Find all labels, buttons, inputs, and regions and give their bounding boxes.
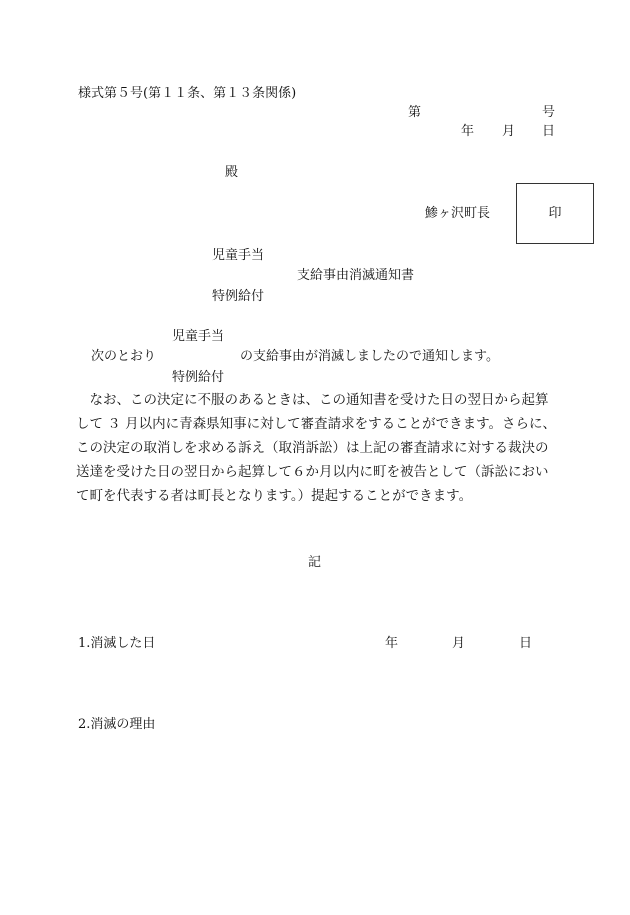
title-option-2: 特例給付 bbox=[212, 289, 265, 304]
appeal-paragraph: なお、この決定に不服のあるときは、この通知書を受けた日の翌日から起算して ３ 月以内に青森県知事に対して審査請求をすることができます。さらに、この決定の取消しを求める訴え（取消訴訟）は上記の審査請求に対する裁決の送達を受けた日の翌日から起算して６か月以内に町を被告として（訴訟において町を代表する者は町長となります。）提起することができます。 bbox=[76, 392, 557, 504]
notice-option-1: 児童手当 bbox=[172, 329, 225, 344]
title-option-1: 児童手当 bbox=[212, 248, 265, 263]
date-month: 月 bbox=[502, 124, 516, 139]
item-1-day: 日 bbox=[519, 636, 533, 651]
page-title: 支給事由消滅通知書 bbox=[297, 268, 415, 283]
seal-label: 印 bbox=[548, 206, 562, 221]
notice-tail: の支給事由が消滅しましたので通知します。 bbox=[240, 349, 499, 364]
date-day: 日 bbox=[542, 124, 556, 139]
item-1-year: 年 bbox=[385, 636, 399, 651]
item-1-month: 月 bbox=[452, 636, 466, 651]
date-year: 年 bbox=[461, 124, 475, 139]
doc-number-suffix: 号 bbox=[542, 105, 556, 120]
notice-lead: 次のとおり bbox=[91, 349, 157, 364]
doc-number-prefix: 第 bbox=[408, 105, 422, 120]
ki-heading: 記 bbox=[308, 555, 322, 570]
recipient-suffix: 殿 bbox=[225, 165, 239, 180]
item-2-label: 2.消滅の理由 bbox=[78, 717, 156, 732]
notice-option-2: 特例給付 bbox=[172, 370, 225, 385]
seal-box bbox=[516, 183, 594, 244]
issuer-name: 鯵ヶ沢町長 bbox=[425, 206, 491, 221]
item-1-label: 1.消滅した日 bbox=[78, 636, 156, 651]
form-number: 様式第５号(第１１条、第１３条関係) bbox=[78, 86, 297, 101]
